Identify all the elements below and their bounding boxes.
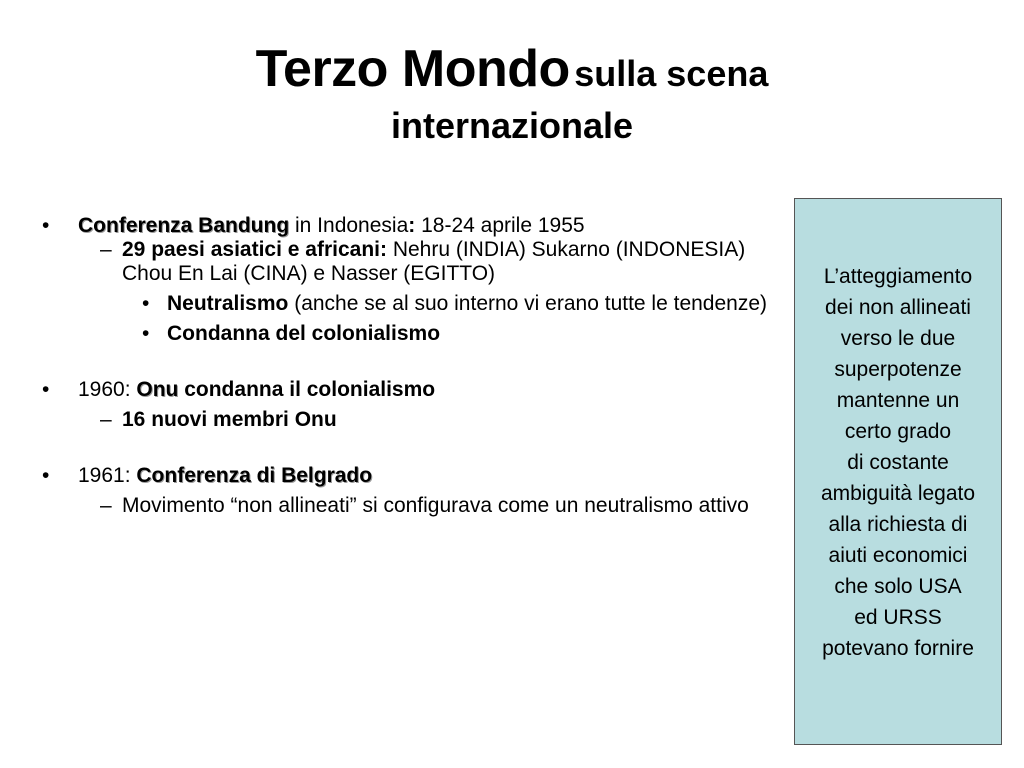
neutralismo-label: Neutralismo bbox=[167, 292, 289, 315]
paesi-text: Nehru (INDIA) Sukarno (INDONESIA) Chou En Lai (CINA) e Nasser (EGITTO) bbox=[122, 238, 746, 285]
bandung-colon: : bbox=[408, 214, 416, 237]
list-item-neutralismo bbox=[40, 292, 770, 316]
bandung-location: in Indonesia bbox=[289, 214, 409, 237]
side-note-line: di costante bbox=[847, 451, 949, 474]
side-note-box bbox=[794, 198, 1002, 745]
list-item-paesi bbox=[40, 238, 770, 286]
movimento-text: Movimento “non allineati” si configurava come un neutralismo attivo bbox=[122, 494, 749, 517]
title-sub: sulla scena bbox=[574, 53, 769, 94]
side-note-line: alla richiesta di bbox=[828, 513, 968, 536]
dash-marker: – bbox=[100, 238, 112, 261]
side-note-line: verso le due bbox=[840, 327, 956, 350]
slide-title bbox=[0, 38, 1024, 148]
list-item-1961 bbox=[40, 464, 770, 488]
side-note-line: ed URSS bbox=[854, 606, 942, 629]
list-item-condanna bbox=[40, 322, 770, 346]
side-note-line: certo grado bbox=[844, 420, 952, 443]
side-note-line: potevano fornire bbox=[822, 637, 974, 660]
side-note-text bbox=[795, 261, 1001, 664]
dash-marker: – bbox=[100, 494, 112, 517]
list-item-bandung bbox=[40, 214, 770, 238]
bullet-marker: • bbox=[42, 464, 50, 487]
side-note-line: ambiguità legato bbox=[820, 482, 976, 505]
side-note-line: superpotenze bbox=[834, 358, 962, 381]
bullet-marker: • bbox=[142, 322, 150, 345]
year-1960: 1960: bbox=[78, 378, 137, 401]
bullet-marker: • bbox=[42, 378, 50, 401]
paesi-label: 29 paesi asiatici e africani: bbox=[122, 238, 387, 261]
bullet-marker: • bbox=[42, 214, 50, 237]
list-item-movimento bbox=[40, 494, 770, 518]
year-1961: 1961: bbox=[78, 464, 137, 487]
side-note-line: aiuti economici bbox=[828, 544, 968, 567]
side-note-line: che solo USA bbox=[834, 575, 962, 598]
belgrado-label: Conferenza di Belgrado bbox=[136, 464, 373, 487]
bullet-list bbox=[40, 214, 770, 518]
title-sub-line2: internazionale bbox=[390, 105, 634, 147]
onu-condanna: condanna il colonialismo bbox=[178, 378, 436, 401]
list-item-1960 bbox=[40, 378, 770, 402]
side-note-line: mantenne un bbox=[836, 389, 960, 412]
bandung-date: 18-24 aprile 1955 bbox=[415, 214, 585, 237]
list-item-membri bbox=[40, 408, 770, 432]
side-note-line: L’atteggiamento bbox=[823, 265, 973, 288]
dash-marker: – bbox=[100, 408, 112, 431]
membri-label: 16 nuovi membri Onu bbox=[122, 408, 337, 431]
condanna-label: Condanna del colonialismo bbox=[167, 322, 441, 345]
onu-label: Onu bbox=[136, 378, 179, 401]
bandung-heading: Conferenza Bandung bbox=[78, 214, 290, 237]
neutralismo-text: (anche se al suo interno vi erano tutte le tendenze) bbox=[288, 292, 768, 315]
bullet-marker: • bbox=[142, 292, 150, 315]
title-main: Terzo Mondo bbox=[255, 40, 570, 98]
side-note-line: dei non allineati bbox=[825, 296, 971, 319]
